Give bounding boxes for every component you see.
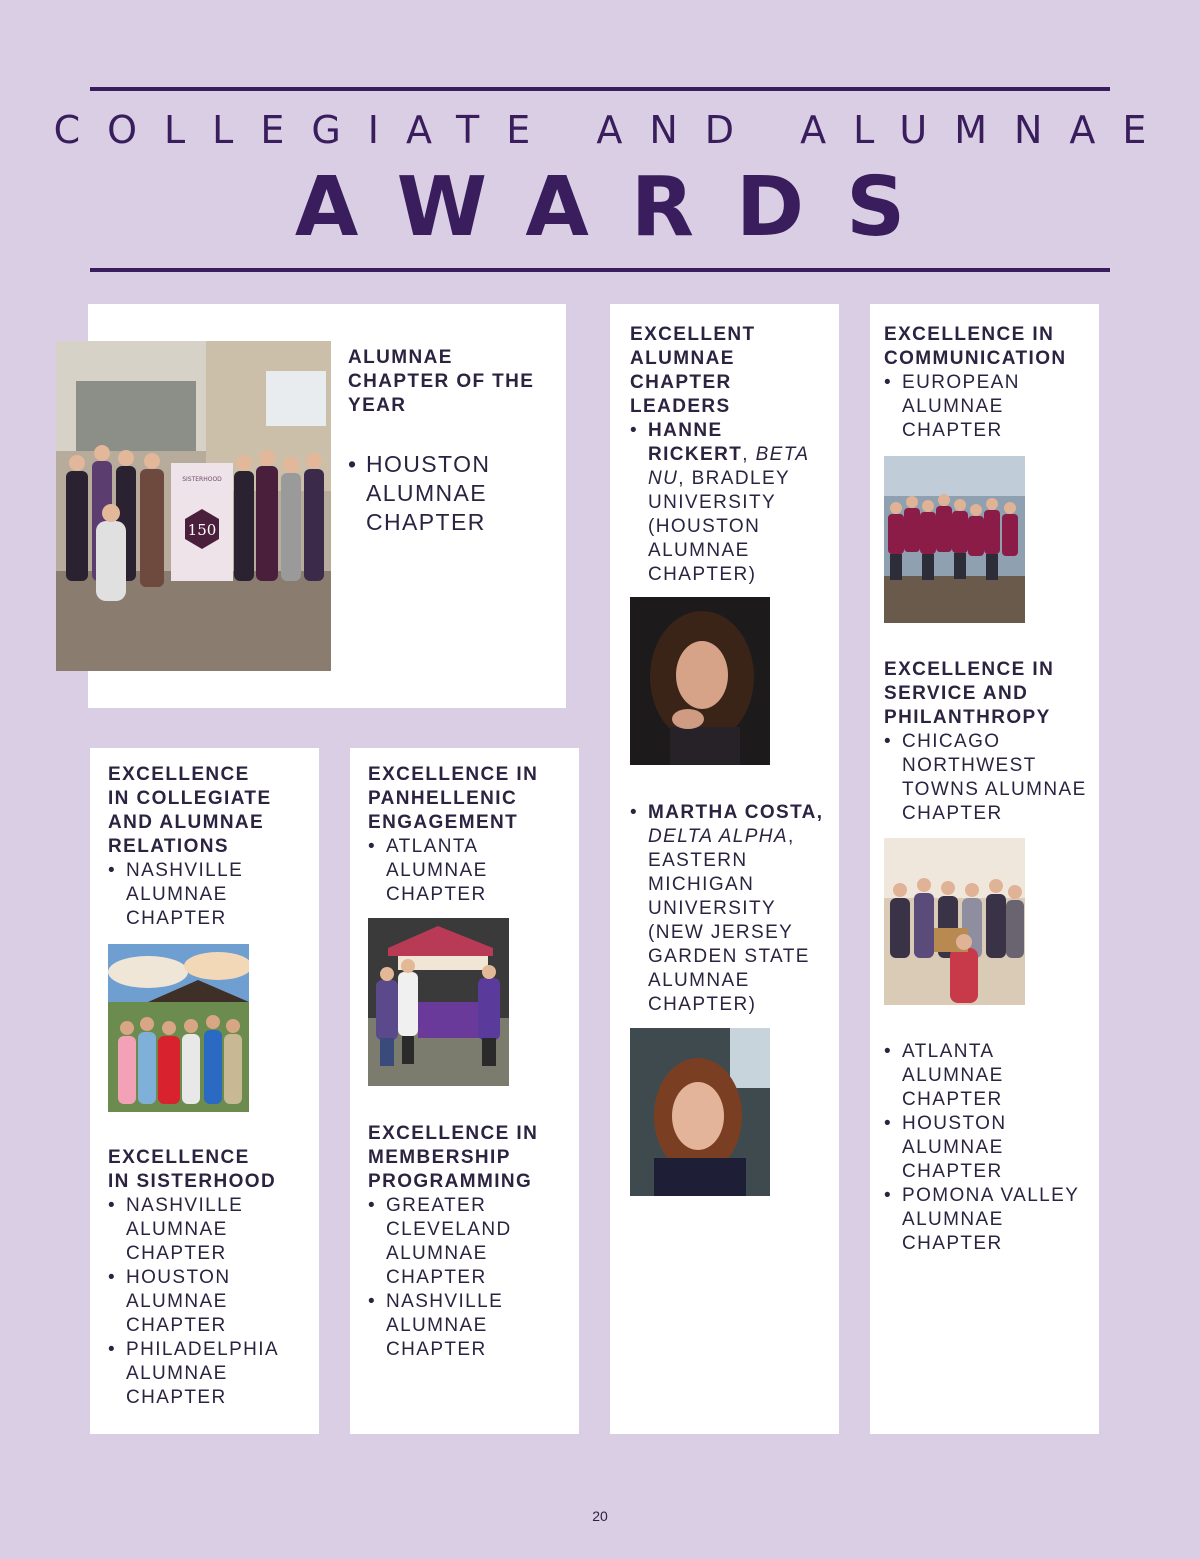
leader-details: , BRADLEY UNIVERSITY (HOUSTON ALUMNAE CHAPTER) (648, 468, 790, 585)
photo-martha-costa (630, 1028, 770, 1196)
bottom-rule (90, 268, 1110, 272)
heading-membership: EXCELLENCE IN MEMBERSHIP PROGRAMMING (368, 1123, 539, 1192)
list-item: • PHILADELPHIA ALUMNAE CHAPTER (108, 1338, 306, 1410)
leader-chapter: BETA NU (648, 444, 809, 489)
list-item: • ATLANTA ALUMNAE CHAPTER (368, 835, 518, 907)
leader-name: HANNE RICKERT (648, 420, 743, 465)
heading-chapter-of-year: ALUMNAE CHAPTER OF THE YEAR (348, 347, 535, 416)
list-communication (884, 371, 1034, 443)
list-item: • NASHVILLE ALUMNAE CHAPTER (108, 859, 258, 931)
leader-name: MARTHA COSTA, (648, 802, 824, 823)
leader-hanne-rickert: • HANNE RICKERT, BETA NU, BRADLEY UNIVERSITY (HOUSTON ALUMNAE CHAPTER) (630, 419, 815, 587)
list-item: • GREATER CLEVELAND ALUMNAE CHAPTER (368, 1194, 518, 1290)
title-line-2: AWARDS (294, 160, 948, 255)
list-item: • CHICAGO NORTHWEST TOWNS ALUMNAE CHAPTER (884, 730, 1089, 826)
list-sisterhood (108, 1194, 298, 1410)
banner-text: SISTERHOOD (182, 476, 222, 483)
list-item: • NASHVILLE ALUMNAE CHAPTER (108, 1194, 246, 1266)
top-rule (90, 87, 1110, 91)
list-leader-2 (630, 801, 825, 1017)
list-relations (108, 859, 258, 931)
photo-houston-group (56, 341, 331, 671)
photo-nashville-chapter (108, 944, 249, 1112)
list-chapter-of-year (348, 450, 528, 537)
list-item: • HOUSTON ALUMNAE CHAPTER (884, 1112, 1089, 1184)
heading-communication: EXCELLENCE IN COMMUNICATION (884, 324, 1067, 369)
list-panhellenic (368, 835, 518, 907)
list-item: • EUROPEAN ALUMNAE CHAPTER (884, 371, 1034, 443)
list-item: • HOUSTON ALUMNAE CHAPTER (348, 450, 528, 537)
list-item: • ATLANTA ALUMNAE CHAPTER (884, 1040, 1089, 1112)
banner-number: 150 (187, 521, 217, 539)
heading-sisterhood: EXCELLENCE IN SISTERHOOD (108, 1147, 277, 1192)
title-line-1: COLLEGIATE AND ALUMNAE (53, 108, 1174, 152)
photo-chicago-chapter (884, 838, 1025, 1005)
list-service-extra (884, 1040, 1089, 1256)
heading-chapter-leaders: EXCELLENT ALUMNAE CHAPTER LEADERS (630, 324, 756, 417)
photo-atlanta-chapter (368, 918, 509, 1086)
page-number: 20 (592, 1508, 608, 1524)
leader-chapter: DELTA ALPHA (648, 826, 788, 847)
leader-martha-costa (630, 801, 825, 1017)
heading-service: EXCELLENCE IN SERVICE AND PHILANTHROPY (884, 659, 1055, 728)
photo-european-chapter (884, 456, 1025, 623)
list-item: • HOUSTON ALUMNAE CHAPTER (108, 1266, 246, 1338)
list-leader-1 (630, 419, 815, 587)
list-item: • POMONA VALLEY ALUMNAE CHAPTER (884, 1184, 1089, 1256)
list-item: • NASHVILLE ALUMNAE CHAPTER (368, 1290, 518, 1362)
heading-relations: EXCELLENCE IN COLLEGIATE AND ALUMNAE RELATIONS (108, 764, 272, 857)
heading-panhellenic: EXCELLENCE IN PANHELLENIC ENGAGEMENT (368, 764, 539, 833)
list-membership (368, 1194, 518, 1362)
photo-hanne-rickert (630, 597, 770, 765)
leader-details: , EASTERN MICHIGAN UNIVERSITY (NEW JERSEY GARDEN STATE ALUMNAE CHAPTER) (648, 826, 810, 1015)
list-service (884, 730, 1089, 826)
